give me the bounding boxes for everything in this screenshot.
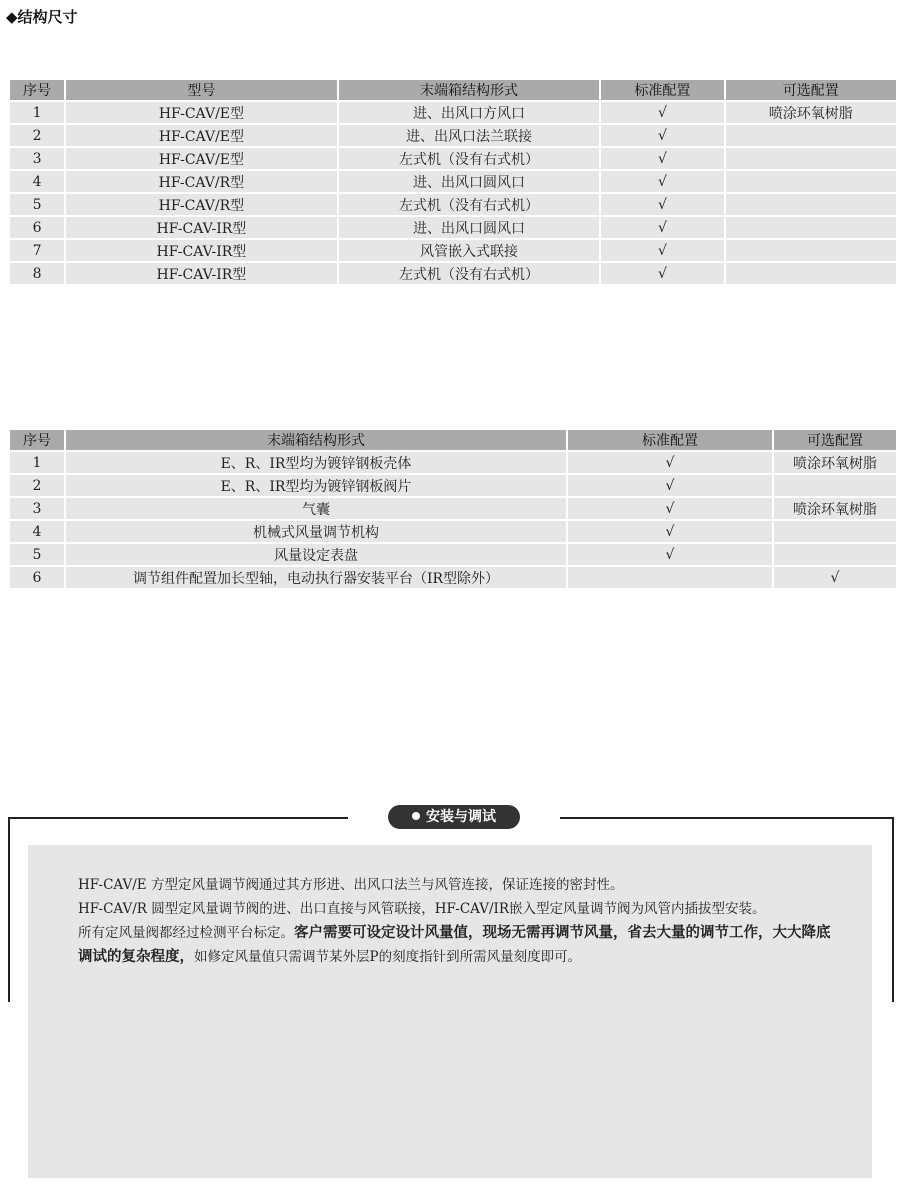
cell-index: 4 [10, 171, 64, 192]
table-row [10, 544, 896, 565]
frame-line-right-vertical [892, 817, 894, 1002]
install-paragraph-3-start: 所有定风量阀都经过检测平台标定。 [78, 925, 294, 941]
cell-standard: √ [568, 498, 772, 519]
cell-optional [726, 263, 896, 284]
table-row [10, 171, 896, 192]
cell-model: HF-CAV-IR型 [66, 240, 337, 261]
cell-index: 8 [10, 263, 64, 284]
cell-standard: √ [568, 521, 772, 542]
header-index: 序号 [10, 80, 64, 100]
header-structure: 末端箱结构形式 [66, 430, 566, 450]
cell-index: 2 [10, 475, 64, 496]
cell-model: HF-CAV-IR型 [66, 263, 337, 284]
cell-standard: √ [601, 217, 723, 238]
cell-index: 1 [10, 452, 64, 473]
cell-index: 1 [10, 102, 64, 123]
cell-model: HF-CAV/E型 [66, 125, 337, 146]
cell-model: HF-CAV-IR型 [66, 217, 337, 238]
frame-line-left-vertical [8, 817, 10, 1002]
cell-optional: √ [774, 567, 896, 588]
configuration-table [8, 428, 898, 590]
table-row [10, 217, 896, 238]
cell-standard: √ [601, 263, 723, 284]
table-row [10, 148, 896, 169]
install-paragraph-3-end: 如修定风量值只需调节某外层P的刻度指针到所需风量刻度即可。 [194, 949, 582, 965]
cell-structure: 进、出风口法兰联接 [339, 125, 600, 146]
cell-optional [726, 125, 896, 146]
header-optional: 可选配置 [774, 430, 896, 450]
install-section-badge [388, 805, 520, 829]
table-row [10, 102, 896, 123]
cell-optional [774, 544, 896, 565]
cell-optional: 喷涂环氧树脂 [774, 498, 896, 519]
header-optional: 可选配置 [726, 80, 896, 100]
table-row [10, 452, 896, 473]
cell-optional [774, 521, 896, 542]
cell-standard: √ [601, 125, 723, 146]
cell-optional: 喷涂环氧树脂 [726, 102, 896, 123]
cell-optional [726, 194, 896, 215]
cell-structure: E、R、IR型均为镀锌钢板阀片 [66, 475, 566, 496]
cell-standard: √ [601, 194, 723, 215]
bullet-dot-icon [412, 812, 420, 820]
cell-model: HF-CAV/E型 [66, 148, 337, 169]
install-paragraph-2: HF-CAV/R 圆型定风量调节阀的进、出口直接与风管联接，HF-CAV/IR嵌入型定风量调节阀为风管内插拔型安装。 [78, 901, 766, 917]
cell-standard: √ [601, 171, 723, 192]
cell-standard: √ [568, 544, 772, 565]
cell-optional [726, 171, 896, 192]
cell-structure: 左式机（没有右式机） [339, 263, 600, 284]
cell-index: 6 [10, 217, 64, 238]
table-row [10, 125, 896, 146]
table-row [10, 263, 896, 284]
cell-structure: E、R、IR型均为镀锌钢板壳体 [66, 452, 566, 473]
table-row [10, 475, 896, 496]
cell-structure: 风管嵌入式联接 [339, 240, 600, 261]
structure-table [8, 78, 898, 286]
cell-optional [726, 217, 896, 238]
cell-index: 5 [10, 194, 64, 215]
cell-optional [774, 475, 896, 496]
cell-index: 4 [10, 521, 64, 542]
table-row [10, 521, 896, 542]
cell-index: 7 [10, 240, 64, 261]
cell-structure: 进、出风口方风口 [339, 102, 600, 123]
cell-standard: √ [601, 102, 723, 123]
cell-standard [568, 567, 772, 588]
table-row [10, 498, 896, 519]
cell-standard: √ [568, 452, 772, 473]
cell-model: HF-CAV/R型 [66, 194, 337, 215]
header-standard: 标准配置 [601, 80, 723, 100]
install-section-title: 安装与调试 [426, 809, 496, 825]
cell-standard: √ [601, 240, 723, 261]
cell-structure: 左式机（没有右式机） [339, 194, 600, 215]
header-index: 序号 [10, 430, 64, 450]
cell-index: 2 [10, 125, 64, 146]
cell-structure: 调节组件配置加长型轴，电动执行器安装平台（IR型除外） [66, 567, 566, 588]
cell-structure: 进、出风口圆风口 [339, 217, 600, 238]
cell-index: 3 [10, 148, 64, 169]
cell-optional [726, 148, 896, 169]
cell-structure: 风量设定表盘 [66, 544, 566, 565]
cell-index: 5 [10, 544, 64, 565]
cell-structure: 左式机（没有右式机） [339, 148, 600, 169]
frame-line-right-top [560, 817, 894, 819]
header-structure: 末端箱结构形式 [339, 80, 600, 100]
cell-structure: 机械式风量调节机构 [66, 521, 566, 542]
table-row [10, 240, 896, 261]
cell-structure: 气囊 [66, 498, 566, 519]
section-title: ◆结构尺寸 [6, 8, 78, 26]
frame-line-left-top [8, 817, 348, 819]
cell-optional [726, 240, 896, 261]
cell-model: HF-CAV/E型 [66, 102, 337, 123]
header-model: 型号 [66, 80, 337, 100]
install-paragraph-3 [78, 921, 838, 969]
header-standard: 标准配置 [568, 430, 772, 450]
cell-model: HF-CAV/R型 [66, 171, 337, 192]
install-paragraph-3-bold: 客户需要可设定设计风量值，现场无需再调节风量，省去大量的调节工作，大大降底调试的复杂程度， [78, 924, 831, 965]
install-paragraph-1: HF-CAV/E 方型定风量调节阀通过其方形进、出风口法兰与风管连接，保证连接的密封性。 [78, 877, 624, 893]
cell-index: 6 [10, 567, 64, 588]
cell-optional: 喷涂环氧树脂 [774, 452, 896, 473]
cell-standard: √ [568, 475, 772, 496]
cell-index: 3 [10, 498, 64, 519]
table-header-row [10, 80, 896, 100]
table-row [10, 567, 896, 588]
cell-standard: √ [601, 148, 723, 169]
cell-structure: 进、出风口圆风口 [339, 171, 600, 192]
table-header-row [10, 430, 896, 450]
install-text [78, 873, 838, 969]
table-row [10, 194, 896, 215]
